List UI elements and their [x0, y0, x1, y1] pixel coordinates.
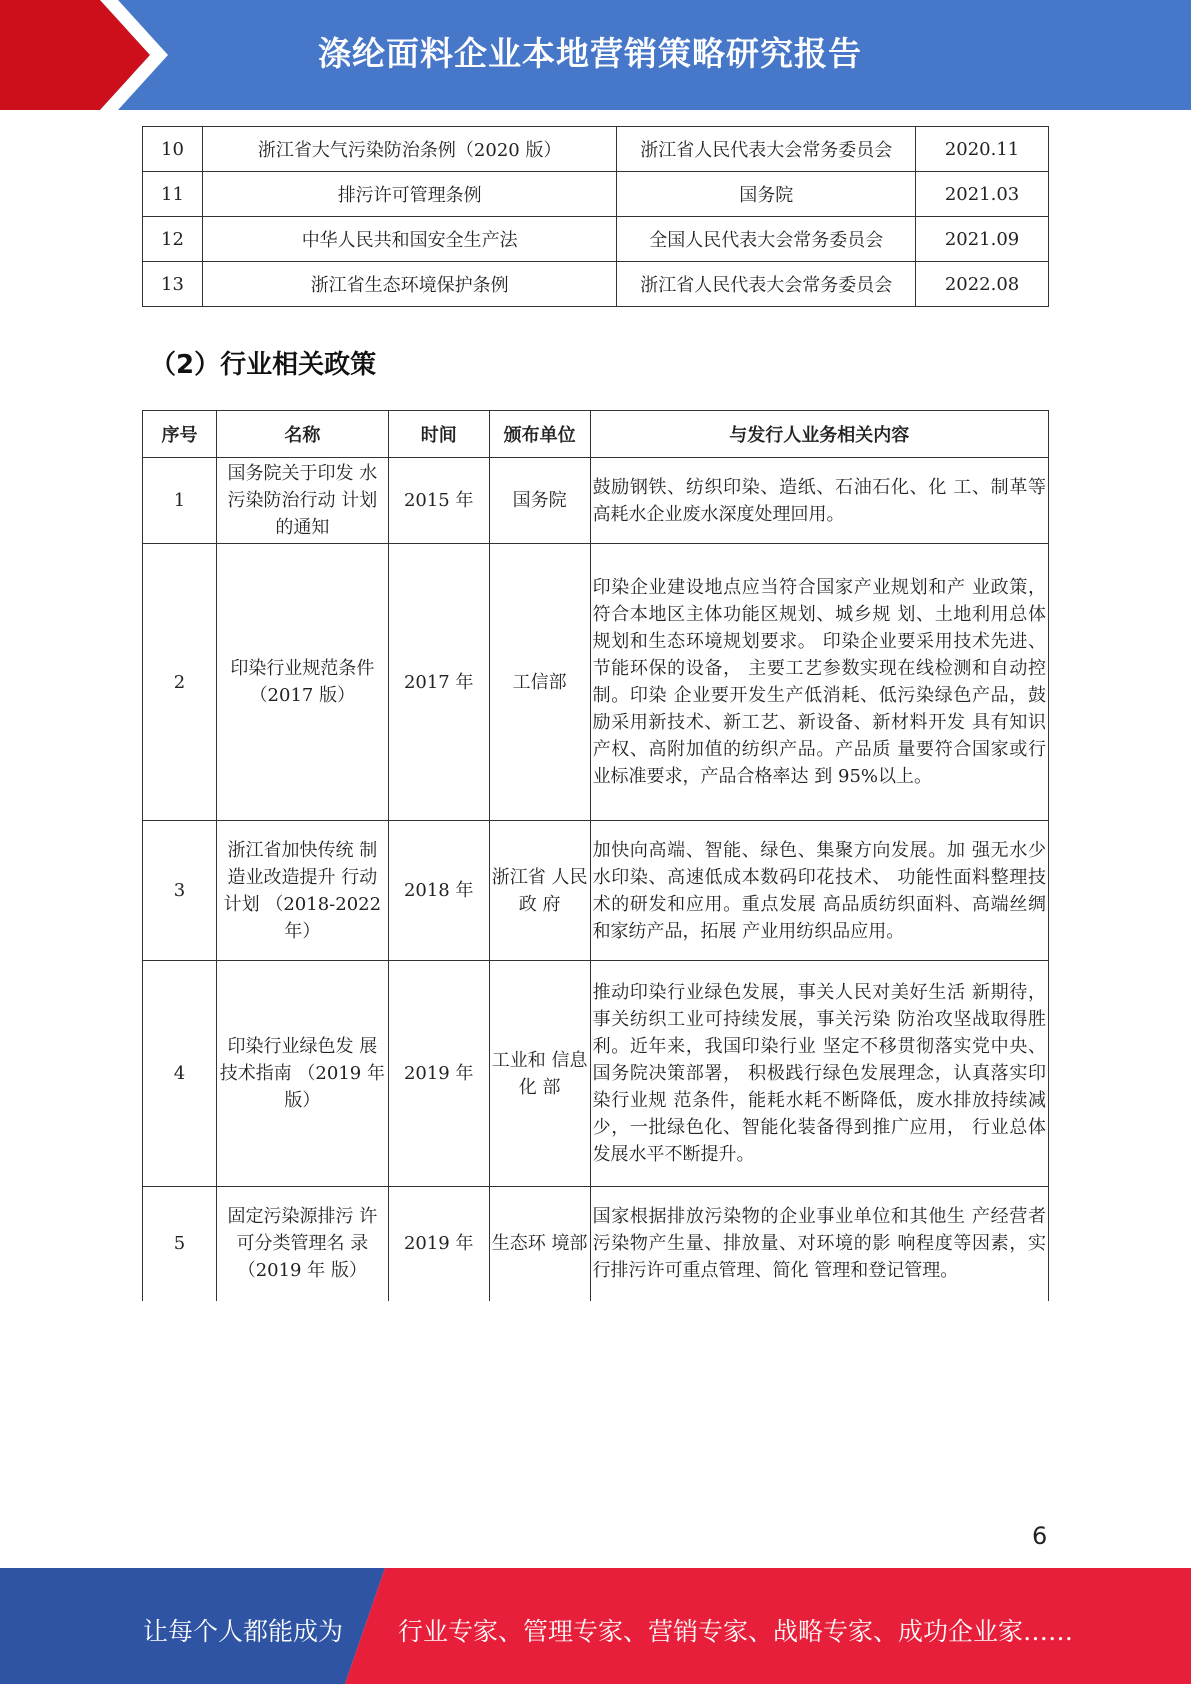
law-issuer: 浙江省人民代表大会常务委员会	[617, 262, 916, 307]
laws-table	[142, 126, 1049, 307]
row-number: 10	[143, 127, 203, 172]
policy-time: 2015 年	[388, 458, 489, 544]
table-header-row	[143, 411, 1049, 458]
table-row	[143, 217, 1049, 262]
law-date: 2021.09	[916, 217, 1049, 262]
page-number: 6	[1032, 1522, 1048, 1550]
table-row	[143, 821, 1049, 961]
policy-name: 固定污染源排污 许可分类管理名 录（2019 年 版）	[216, 1187, 388, 1301]
row-number: 11	[143, 172, 203, 217]
policy-time: 2019 年	[388, 1187, 489, 1301]
footer-slogan-left: 让每个人都能成为	[143, 1617, 344, 1646]
column-header-name: 名称	[216, 411, 388, 458]
policy-issuer: 工业和 信息化 部	[489, 961, 590, 1187]
policy-content: 国家根据排放污染物的企业事业单位和其他生 产经营者污染物产生量、排放量、对环境的影 响程度等因素，实行排污许可重点管理、简化 管理和登记管理。	[590, 1187, 1048, 1301]
law-date: 2021.03	[916, 172, 1049, 217]
policy-name: 国务院关于印发 水污染防治行动 计划的通知	[216, 458, 388, 544]
policy-table	[142, 410, 1049, 1301]
law-name: 排污许可管理条例	[202, 172, 617, 217]
policy-time: 2019 年	[388, 961, 489, 1187]
policy-content: 加快向高端、智能、绿色、集聚方向发展。加 强无水少水印染、高速低成本数码印花技术、 功能性面料整理技术的研发和应用。重点发展 高品质纺织面料、高端丝绸和家纺产品，拓展 产业用纺织品应用。	[590, 821, 1048, 961]
row-number: 13	[143, 262, 203, 307]
row-number: 4	[143, 961, 217, 1187]
law-name: 浙江省生态环境保护条例	[202, 262, 617, 307]
column-header-time: 时间	[388, 411, 489, 458]
policy-issuer: 工信部	[489, 544, 590, 821]
row-number: 12	[143, 217, 203, 262]
policy-name: 印染行业规范条件（2017 版）	[216, 544, 388, 821]
column-header-content: 与发行人业务相关内容	[590, 411, 1048, 458]
table-row	[143, 172, 1049, 217]
law-issuer: 国务院	[617, 172, 916, 217]
policy-issuer: 生态环 境部	[489, 1187, 590, 1301]
policy-name: 印染行业绿色发 展技术指南 （2019 年版）	[216, 961, 388, 1187]
table-row	[143, 262, 1049, 307]
table-row	[143, 458, 1049, 544]
report-title: 涤纶面料企业本地营销策略研究报告	[318, 34, 862, 73]
law-date: 2020.11	[916, 127, 1049, 172]
row-number: 1	[143, 458, 217, 544]
table-row	[143, 127, 1049, 172]
footer-slogan-right: 行业专家、管理专家、营销专家、战略专家、成功企业家……	[398, 1617, 1074, 1646]
page-header	[0, 0, 1191, 110]
policy-content: 鼓励钢铁、纺织印染、造纸、石油石化、化 工、制革等高耗水企业废水深度处理回用。	[590, 458, 1048, 544]
policy-time: 2018 年	[388, 821, 489, 961]
law-date: 2022.08	[916, 262, 1049, 307]
law-name: 中华人民共和国安全生产法	[202, 217, 617, 262]
policy-content: 印染企业建设地点应当符合国家产业规划和产 业政策，符合本地区主体功能区规划、城乡规 划、土地利用总体规划和生态环境规划要求。 印染企业要采用技术先进、节能环保的设备， 主要工艺参数实现在线检测和自动控制。印染 企业要开发生产低消耗、低污染绿色产品，鼓 励采用新技术、新工艺、新设备、新材料开发 具有知识产权、高附加值的纺织产品。产品质 量要符合国家或行业标准要求，产品合格率达 到 95%以上。	[590, 544, 1048, 821]
law-issuer: 浙江省人民代表大会常务委员会	[617, 127, 916, 172]
table-row	[143, 961, 1049, 1187]
law-name: 浙江省大气污染防治条例（2020 版）	[202, 127, 617, 172]
row-number: 3	[143, 821, 217, 961]
policy-content: 推动印染行业绿色发展，事关人民对美好生活 新期待，事关纺织工业可持续发展，事关污染 防治攻坚战取得胜利。近年来，我国印染行业 坚定不移贯彻落实党中央、国务院决策部署， 积极践行绿色发展理念，认真落实印染行业规 范条件，能耗水耗不断降低，废水排放持续减 少，一批绿色化、智能化装备得到推广应用， 行业总体发展水平不断提升。	[590, 961, 1048, 1187]
policy-time: 2017 年	[388, 544, 489, 821]
row-number: 5	[143, 1187, 217, 1301]
policy-issuer: 国务院	[489, 458, 590, 544]
table-row	[143, 544, 1049, 821]
policy-issuer: 浙江省 人民政 府	[489, 821, 590, 961]
column-header-issuer: 颁布单位	[489, 411, 590, 458]
section-heading: （2）行业相关政策	[150, 350, 377, 380]
table-row	[143, 1187, 1049, 1301]
row-number: 2	[143, 544, 217, 821]
policy-name: 浙江省加快传统 制造业改造提升 行动计划 （2018-2022 年）	[216, 821, 388, 961]
law-issuer: 全国人民代表大会常务委员会	[617, 217, 916, 262]
column-header-no: 序号	[143, 411, 217, 458]
